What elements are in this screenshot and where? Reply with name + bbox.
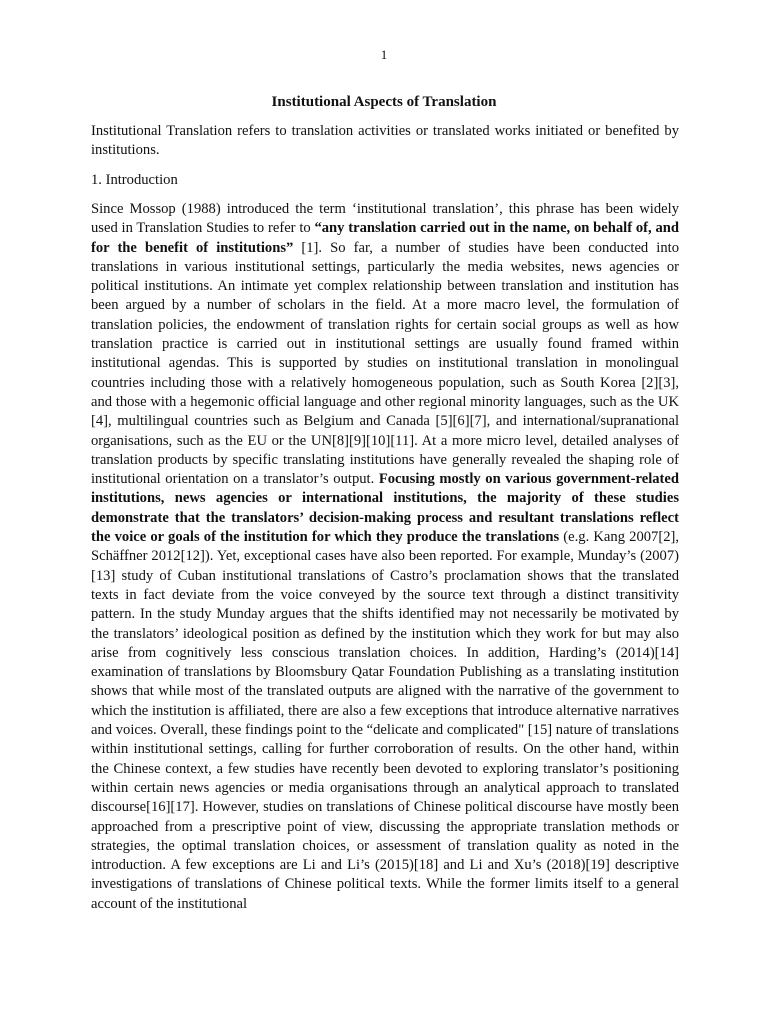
definition-paragraph: Institutional Translation refers to translation activities or translated works initiated or benefited by institutions. <box>91 123 679 159</box>
page-number: 1 <box>380 47 388 62</box>
paragraph-run-bold: “any translation carried out in the name, on behalf of, and for the benefit of institutions” <box>91 220 679 256</box>
paragraph-run: Since Mossop (1988) introduced the term ‘institutional translation’, this phrase has been widely used in Translation Studies to refer to <box>91 201 679 237</box>
paragraph-run-bold: Focusing mostly on various government-related institutions, news agencies or international institutions, the majority of these studies demonstrate that the translators’ decision-making process and resultant translations reflect the voice or goals of the institution for which they produce the translations <box>91 471 679 546</box>
introduction-paragraph <box>91 200 679 914</box>
paragraph-run: [1]. So far, a number of studies have been conducted into translations in various institutional settings, particularly the media websites, news agencies or political institutions. An intimate yet complex relationship between translation and institution has been argued by a number of scholars in the field. At a more macro level, the formulation of translation policies, the endowment of translation rights for certain social groups as well as how translation practice is carried out in institutional settings are usually found framed within institutional agendas. This is supported by studies on institutional translation in monolingual countries including those with a relatively homogeneous population, such as South Korea [2][3], and those with a hegemonic official language and other regional minority languages, such as the UK [4], multilingual countries such as Belgium and Canada [5][6][7], and international/supranational organisations, such as the EU or the UN[8][9][10][11]. At a more micro level, detailed analyses of translation products by specific translating institutions have generally revealed the shaping role of institutional orientation on a translator’s output. <box>91 239 679 488</box>
paragraph-run: (e.g. Kang 2007[2], Schäffner 2012[12]). Yet, exceptional cases have also been reported. For example, Munday’s (2007)[13] study of Cuban institutional translations of Castro’s proclamation shows that the translated texts in fact deviate from the voice conveyed by the source text through a distinct transitivity pattern. In the study Munday argues that the shifts identified may not necessarily be motivated by the translators’ ideological position as defined by the institution which they work for but may also arise from cognitively less conscious translation choices. In addition, Harding’s (2014)[14] examination of translations by Bloomsbury Qatar Foundation Publishing as a translating institution shows that while most of the translated outputs are aligned with the narrative of the government to which the institution is affiliated, there are also a few exceptions that introduce alternative narratives and voices. Overall, these findings point to the “delicate and complicated" [15] nature of translations within institutional settings, calling for further corroboration of results. On the other hand, within the Chinese context, a few studies have recently been devoted to exploring translator’s positioning within certain news agencies or media organisations through an analytical approach to translated discourse[16][17]. However, studies on translations of Chinese political discourse have mostly been approached from a prescriptive point of view, discussing the appropriate translation methods or strategies, the optimal translation choices, or assessment of translation quality as noted in the introduction. A few exceptions are Li and Li’s (2015)[18] and Li and Xu’s (2018)[19] descriptive investigations of translations of Chinese political texts. While the former limits itself to a general account of the institutional <box>91 529 679 912</box>
document-title: Institutional Aspects of Translation <box>271 94 497 110</box>
section-heading: 1. Introduction <box>91 172 178 188</box>
